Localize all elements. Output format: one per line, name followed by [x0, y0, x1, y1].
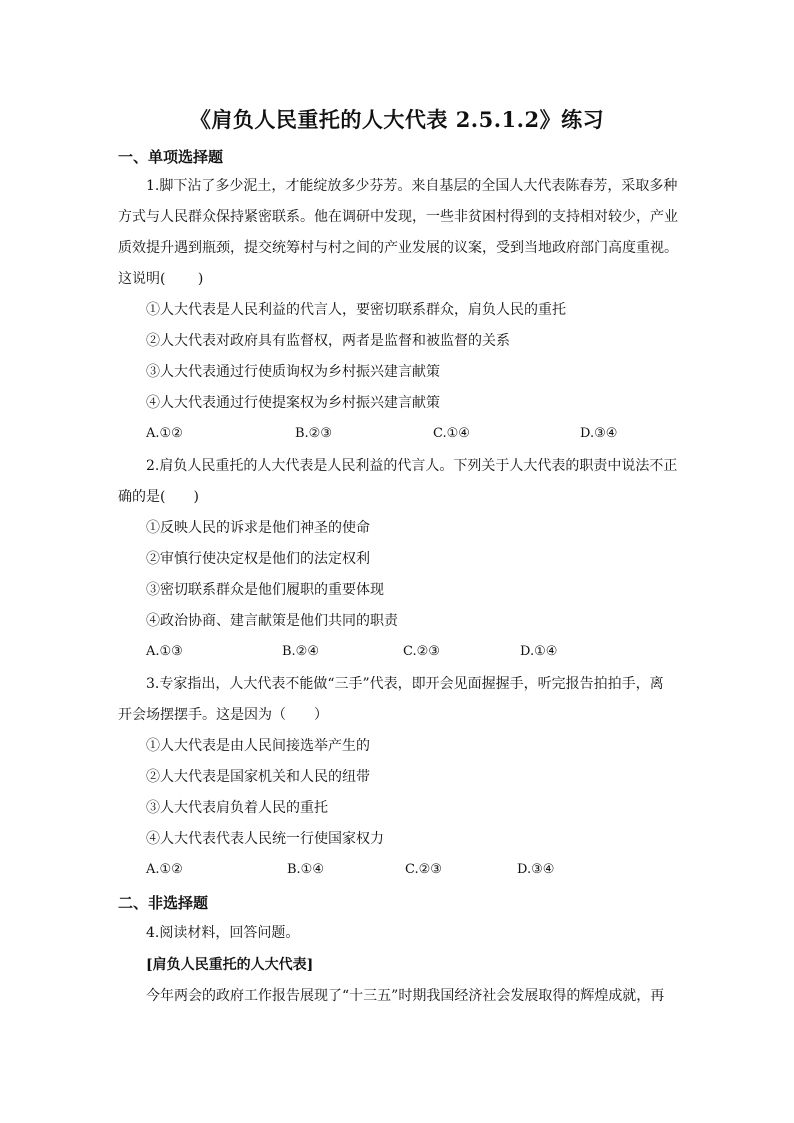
- q1-option-c: C.①④: [433, 426, 470, 441]
- q2-statement-2: ②审慎行使决定权是他们的法定权利: [146, 551, 370, 567]
- q1-line-2: 方式与人民群众保持紧密联系。他在调研中发现，一些非贫困村得到的支持相对较少，产业: [118, 209, 678, 225]
- section-heading-single-choice: 一、单项选择题: [118, 148, 224, 166]
- q2-option-a: A.①③: [146, 644, 183, 659]
- q3-statement-2: ②人大代表是国家机关和人民的纽带: [146, 769, 370, 785]
- q3-option-a: A.①②: [146, 862, 183, 877]
- q4-material-text: 今年两会的政府工作报告展现了“十三五”时期我国经济社会发展取得的辉煌成就，再: [146, 988, 665, 1004]
- q1-statement-4: ④人大代表通过行使提案权为乡村振兴建言献策: [146, 395, 440, 411]
- q3-line-2: 开会场摆摆手。这是因为（ ）: [118, 707, 328, 723]
- q4-prompt: 4.阅读材料，回答问题。: [146, 925, 300, 941]
- q2-option-b: B.②④: [282, 644, 319, 659]
- q3-statement-1: ①人大代表是由人民间接选举产生的: [146, 738, 370, 754]
- q1-statement-3: ③人大代表通过行使质询权为乡村振兴建言献策: [146, 364, 440, 380]
- q2-line-2: 确的是( ): [118, 489, 199, 505]
- q1-statement-1: ①人大代表是人民利益的代言人，要密切联系群众，肩负人民的重托: [146, 302, 566, 318]
- q2-statement-3: ③密切联系群众是他们履职的重要体现: [146, 582, 384, 598]
- q1-line-3: 质效提升遇到瓶颈，提交统筹村与村之间的产业发展的议案，受到当地政府部门高度重视。: [118, 240, 678, 256]
- q2-statement-1: ①反映人民的诉求是他们神圣的使命: [146, 520, 370, 536]
- q1-option-b: B.②③: [295, 426, 332, 441]
- q3-line-1: 3.专家指出，人大代表不能做“三手”代表，即开会见面握握手，听完报告拍拍手，离: [146, 676, 664, 692]
- q2-line-1: 2.肩负人民重托的人大代表是人民利益的代言人。下列关于人大代表的职责中说法不正: [146, 458, 678, 474]
- q1-line-1: 1.脚下沾了多少泥土，才能绽放多少芬芳。来自基层的全国人大代表陈春芳，采取多种: [146, 178, 678, 194]
- q3-statement-4: ④人大代表代表人民统一行使国家权力: [146, 831, 384, 847]
- q3-option-d: D.③④: [517, 862, 555, 877]
- q1-statement-2: ②人大代表对政府具有监督权，两者是监督和被监督的关系: [146, 333, 510, 349]
- q2-option-c: C.②③: [403, 644, 440, 659]
- q3-option-c: C.②③: [405, 862, 442, 877]
- q2-statement-4: ④政治协商、建言献策是他们共同的职责: [146, 613, 398, 629]
- q3-statement-3: ③人大代表肩负着人民的重托: [146, 800, 328, 816]
- q1-line-4: 这说明( ): [118, 271, 204, 287]
- q1-option-a: A.①②: [146, 426, 183, 441]
- q2-option-d: D.①④: [520, 644, 558, 659]
- q1-option-d: D.③④: [580, 426, 618, 441]
- section-heading-non-choice: 二、非选择题: [118, 894, 209, 912]
- q3-option-b: B.①④: [287, 862, 324, 877]
- q4-material-title: [肩负人民重托的人大代表]: [146, 957, 314, 973]
- page-title: 《肩负人民重托的人大代表 2.5.1.2》练习: [189, 107, 605, 132]
